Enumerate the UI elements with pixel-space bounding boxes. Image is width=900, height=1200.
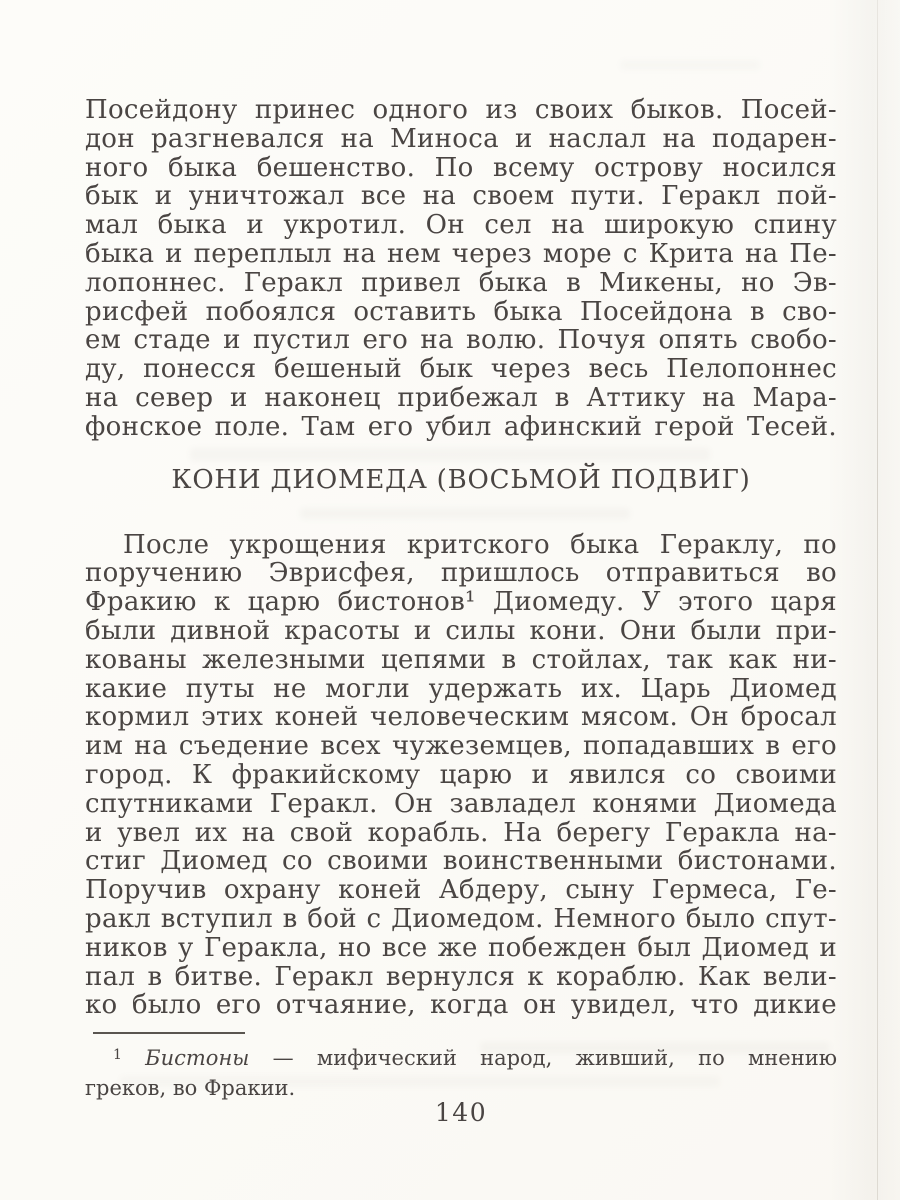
text-line: и увел их на свой корабль. На берегу Геракла на-: [85, 817, 837, 848]
text-line: ракл вступил в бой с Диомедом. Немного было спут-: [85, 903, 837, 934]
footnote-marker: 1: [113, 1047, 122, 1064]
text-line: пал в битве. Геракл вернулся к кораблю. Как вели-: [85, 961, 837, 992]
text-line: ем стаде и пустил его на волю. Почуя опять свобо-: [85, 325, 837, 356]
text-line: город. К фракийскому царю и явился со своими: [85, 759, 837, 790]
text-line: лопоннес. Геракл привел быка в Микены, но Эв-: [85, 267, 837, 298]
text-column: [85, 0, 837, 1103]
text-line: ко было его отчаяние, когда он увидел, что дикие: [85, 990, 837, 1021]
text-line: быка и переплыл на нем через море с Крита на Пе-: [85, 238, 837, 269]
text-line: Посейдону принес одного из своих быков. Посей-: [85, 95, 837, 125]
text-line: кованы железными цепями в стойлах, так как ни-: [85, 644, 837, 675]
text-line: мал быка и укротил. Он сел на широкую спину: [85, 210, 837, 241]
text-line: какие путы не могли удержать их. Царь Диомед: [85, 673, 837, 704]
paragraph-main: [85, 531, 837, 1021]
footnote-line: греков, во Фракии.: [85, 1076, 296, 1101]
text-line: рисфей побоялся оставить быка Посейдона в сво-: [85, 296, 837, 327]
text-line: После укрощения критского быка Гераклу, по: [123, 529, 837, 560]
text-line: на север и наконец прибежал в Аттику на Мара-: [85, 382, 837, 413]
text-line: стиг Диомед со своими воинственными бистонами.: [85, 846, 837, 877]
chapter-heading: КОНИ ДИОМЕДА (ВОСЬМОЙ ПОДВИГ): [171, 464, 751, 495]
footnote-line: [85, 1040, 837, 1073]
text-line: им на съедение всех чужеземцев, попадавших в его: [85, 731, 837, 762]
text-line: спутниками Геракл. Он завладел конями Диомеда: [85, 788, 837, 819]
text-line: ного быка бешенство. По всему острову носился: [85, 152, 837, 183]
paragraph-continuation: [85, 96, 837, 442]
footnote-term: Бистоны: [145, 1046, 250, 1071]
page-number: 140: [434, 1098, 488, 1127]
text-line: бык и уничтожал все на своем пути. Геракл пой-: [85, 181, 837, 212]
scan-page-edge: [877, 0, 878, 1200]
text-line: Поручив охрану коней Абдеру, сыну Гермеса, Ге-: [85, 875, 837, 906]
text-line: ников у Геракла, но все же побежден был Диомед и: [85, 932, 837, 963]
footnote-rule: [93, 1032, 245, 1034]
text-line: были дивной красоты и силы кони. Они были при-: [85, 615, 837, 646]
text-line: поручению Эврисфея, пришлось отправиться во: [85, 558, 837, 589]
footnote: [85, 1032, 837, 1103]
text-line: ду, понесся бешеный бык через весь Пелопоннес: [85, 354, 837, 385]
text-line: дон разгневался на Миноса и наслал на подарен-: [85, 123, 837, 154]
text-line: кормил этих коней человеческим мясом. Он бросал: [85, 702, 837, 733]
text-line: фонское поле. Там его убил афинский герой Тесей.: [85, 411, 837, 442]
text-line: Фракию к царю бистонов¹ Диомеду. У этого царя: [85, 587, 837, 618]
footnote-text-part: — мифический народ, живший, по мнению: [272, 1046, 837, 1071]
